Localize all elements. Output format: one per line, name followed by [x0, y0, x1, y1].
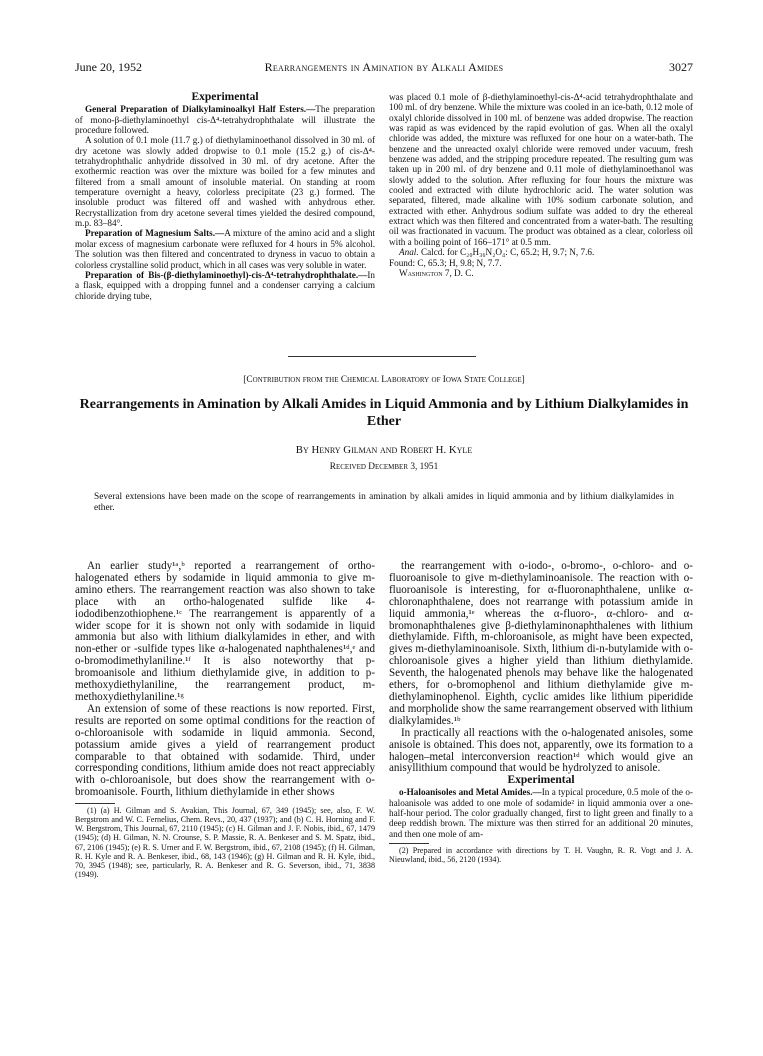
- article-left-column: [75, 561, 375, 879]
- article-title: Rearrangements in Amination by Alkali Amides in Liquid Ammonia and by Lithium Dialkylamides in Ether: [79, 397, 689, 429]
- abstract: Several extensions have been made on the scope of rearrangements in amination by alkali amides in liquid ammonia and by lithium dialkylamides in ether.: [94, 492, 674, 513]
- paragraph: General Preparation of Dialkylaminoalkyl Half Esters.—The preparation of mono-β-diethylaminoethyl cis-Δ⁴-tetrahydrophthalate will illustrate the procedure followed.: [75, 104, 375, 136]
- paragraph: Preparation of Bis-(β-diethylaminoethyl)-cis-Δ⁴-tetrahydrophthalate.—In a flask, equipped with a dropping funnel and a condenser carrying a calcium chloride drying tube,: [75, 269, 375, 301]
- paragraph: An earlier study¹ᵃ,ᵇ reported a rearrangement of ortho-halogenated ethers by sodamide in liquid ammonia to give m-amino ethers. The rearrangement reaction was also shown to take place with an ortho-halogenated sulfide like 4-iododibenzothiophene.¹ᶜ The rearrangement is apparently of a wider scope for it is shown not only with sodamide in liquid ammonia but also with lithium dialkylamides in ether, and with non-ether or -sulfide types like α-halogenated naphthalenes¹ᵈ,ᵉ and o-bromodimethylaniline.¹ᶠ It is also noteworthy that p-bromoanisole and lithium diethylamide give, in addition to p-methoxydiethylaniline, the rearrangement product, m-methoxydiethylaniline.¹ᵍ: [75, 560, 375, 703]
- paragraph-lead: Preparation of Bis-(β-diethylaminoethyl)-cis-Δ⁴-tetrahydrophthalate.—: [85, 269, 368, 280]
- contribution-line: [Contribution from the Chemical Laboratory of Iowa State College]: [243, 375, 525, 385]
- paragraph: was placed 0.1 mole of β-diethylaminoethyl-cis-Δ⁴-acid tetrahydrophthalate and 100 ml. of dry benzene. While the mixture was cooled in an ice-bath, 0.12 mole of oxalyl chloride dissolved in 100 ml. of benzene was added dropwise. The reaction was rapid as was evidenced by the rapid evolution of gas. When all the oxalyl chloride was added, the mixture was refluxed for one hour on a water-bath. The benzene and the unreacted oxalyl chloride were removed under vacuum, fresh benzene was added, and the stripping procedure repeated. The resulting gum was taken up in 200 ml. of dry benzene and 0.11 mole of diethylaminoethanol was slowly added to the solution. After refluxing for four hours the mixture was cooled and extracted with dilute hydrochloric acid. The water solution was separated, filtered, made alkaline with 10% sodium carbonate solution, and extracted with ether. Anhydrous sodium sulfate was added to dry the ethereal extract which was then filtered and concentrated from a water-bath. The resulting oil was fractionated in vacuum. The product was obtained as a clear, colorless oil with a boiling point of 166–171° at 0.5 mm.: [389, 92, 693, 247]
- analysis-label: Anal.: [399, 247, 419, 258]
- signoff: Washington 7, D. C.: [399, 267, 474, 278]
- paragraph-lead: Preparation of Magnesium Salts.—: [85, 228, 225, 239]
- article-authors: By Henry Gilman and Robert H. Kyle: [295, 444, 473, 456]
- footnotes: [389, 846, 693, 864]
- footnote-rule: [75, 803, 115, 804]
- footnote-rule: [389, 843, 429, 844]
- experimental-heading: Experimental: [191, 91, 259, 103]
- footnotes: [75, 806, 375, 879]
- paragraph: o-Haloanisoles and Metal Amides.—In a typical procedure, 0.5 mole of the o-haloanisole was added to one mole of sodamide² in liquid ammonia over a one-half-hour period. The color gradually changed, first to light green and finally to a deep reddish brown. The mixture was then stirred for an additional 20 minutes, and then one mole of am-: [389, 787, 693, 839]
- paragraph: the rearrangement with o-iodo-, o-bromo-, o-chloro- and o-fluoroanisole to give m-diethylaminoanisole. The reaction with o-fluoroanisole is interesting, for α-fluoronaphthalene, unlike α-chloronaphthalene, does not rearrange with potassium amide in liquid ammonia,¹ᵉ whereas the α-fluoro-, α-chloro- and α-bromonaphthalenes give β-diethylaminonaphthalenes with lithium diethylamide. Fifth, m-chloroanisole, as might have been expected, gives m-diethylaminoanisole. Sixth, lithium di-n-butylamide with o-chloroanisole gives a higher yield than lithium diethylamide. Seventh, the halogenated phenols may behave like the halogenated ethers, for o-bromophenol and lithium diethylamide give m-diethylaminophenol. Eighth, cyclic amides like lithium piperidide and morpholide show the same rearrangement observed with lithium dialkylamides.¹ᵇ: [389, 560, 693, 727]
- paragraph-lead: General Preparation of Dialkylaminoalkyl Half Esters.—: [85, 104, 316, 115]
- paragraph: Preparation of Magnesium Salts.—A mixture of the amino acid and a slight molar excess of magnesium carbonate were refluxed for 4 hours in 5% alcohol. The solution was then filtered and concentrated to dryness in vacuo to obtain a colorless crystalline solid product, which in all cases was very soluble in water.: [75, 228, 375, 270]
- previous-article-left-column: [75, 92, 375, 301]
- paragraph: A solution of 0.1 mole (11.7 g.) of diethylaminoethanol dissolved in 30 ml. of dry acetone was slowly added dropwise to 0.1 mole (15.2 g.) of cis-Δ⁴-tetrahydrophthalic anhydride dissolved in 30 ml. of dry acetone. After the exothermic reaction was over the mixture was boiled for a few minutes and filtered from a small amount of insoluble material. On standing at room temperature overnight a heavy, colorless precipitate (23 g.) formed. The insoluble product was filtered off and washed with anhydrous ether. Recrystallization from dry acetone several times yielded the desired compound, m.p. 83–84°.: [75, 135, 375, 229]
- paragraph-lead: o-Haloanisoles and Metal Amides.—: [399, 787, 542, 798]
- received-date: Received December 3, 1951: [329, 462, 439, 472]
- footnote: (1) (a) H. Gilman and S. Avakian, This Journal, 67, 349 (1945); see, also, F. W. Bergstrom and W. C. Fernelius, Chem. Revs., 20, 437 (1937); and (b) C. H. Horning and F. W. Bergstrom, This Journal, 67, 2110 (1945); (c) H. Gilman and J. F. Nobis, ibid., 67, 1479 (1945); (d) H. Gilman, N. N. Crounse, S. P. Massie, R. A. Benkeser and S. M. Spatz, ibid., 67, 2106 (1945); (e) R. S. Urner and F. W. Bergstrom, ibid., 67, 2108 (1945); (f) H. Gilman, R. H. Kyle and R. A. Benkeser, ibid., 68, 143 (1946); (g) H. Gilman and R. H. Kyle, ibid., 70, 3945 (1948); see, particularly, R. A. Benkeser and R. G. Severson, ibid., 71, 3838 (1949).: [75, 806, 375, 879]
- article-right-column: [389, 561, 693, 864]
- running-title: Rearrangements in Amination by Alkali Amides: [264, 60, 504, 74]
- header-date: June 20, 1952: [75, 60, 142, 74]
- page-number: 3027: [669, 60, 693, 74]
- analysis-found: Found: C, 65.3; H, 9.8; N, 7.7.: [389, 257, 502, 268]
- page-header: [75, 60, 693, 76]
- section-divider: [288, 356, 476, 357]
- footnote: (2) Prepared in accordance with directions by T. H. Vaughn, R. R. Vogt and J. A. Nieuwland, ibid., 56, 2120 (1934).: [389, 846, 693, 865]
- previous-article-right-column: [389, 92, 693, 278]
- analysis-line: Anal. Calcd. for C₂₀H₃₆N₂O₄: C, 65.2; H, 9.7; N, 7.6.: [399, 247, 595, 258]
- experimental-section: [389, 787, 693, 839]
- paragraph: An extension of some of these reactions is now reported. First, results are reported on some optimal conditions for the reaction of o-chloroanisole with sodamide in liquid ammonia. Second, potassium amide gives a yield of rearrangement product comparable to that obtained with sodamide. Third, under corresponding conditions, lithium amide does not react appreciably with o-chloroanisole, but does show the rearrangement with o-bromoanisole. Fourth, lithium diethylamide in ether shows: [75, 702, 375, 799]
- paragraph: In practically all reactions with the o-halogenated anisoles, some anisole is obtained. This does not, apparently, owe its formation to a halogen–metal interconversion reaction¹ᵈ which would give an anisyllithium compound that would be hydrolyzed to anisole.: [389, 726, 693, 775]
- experimental-heading: Experimental: [507, 774, 575, 787]
